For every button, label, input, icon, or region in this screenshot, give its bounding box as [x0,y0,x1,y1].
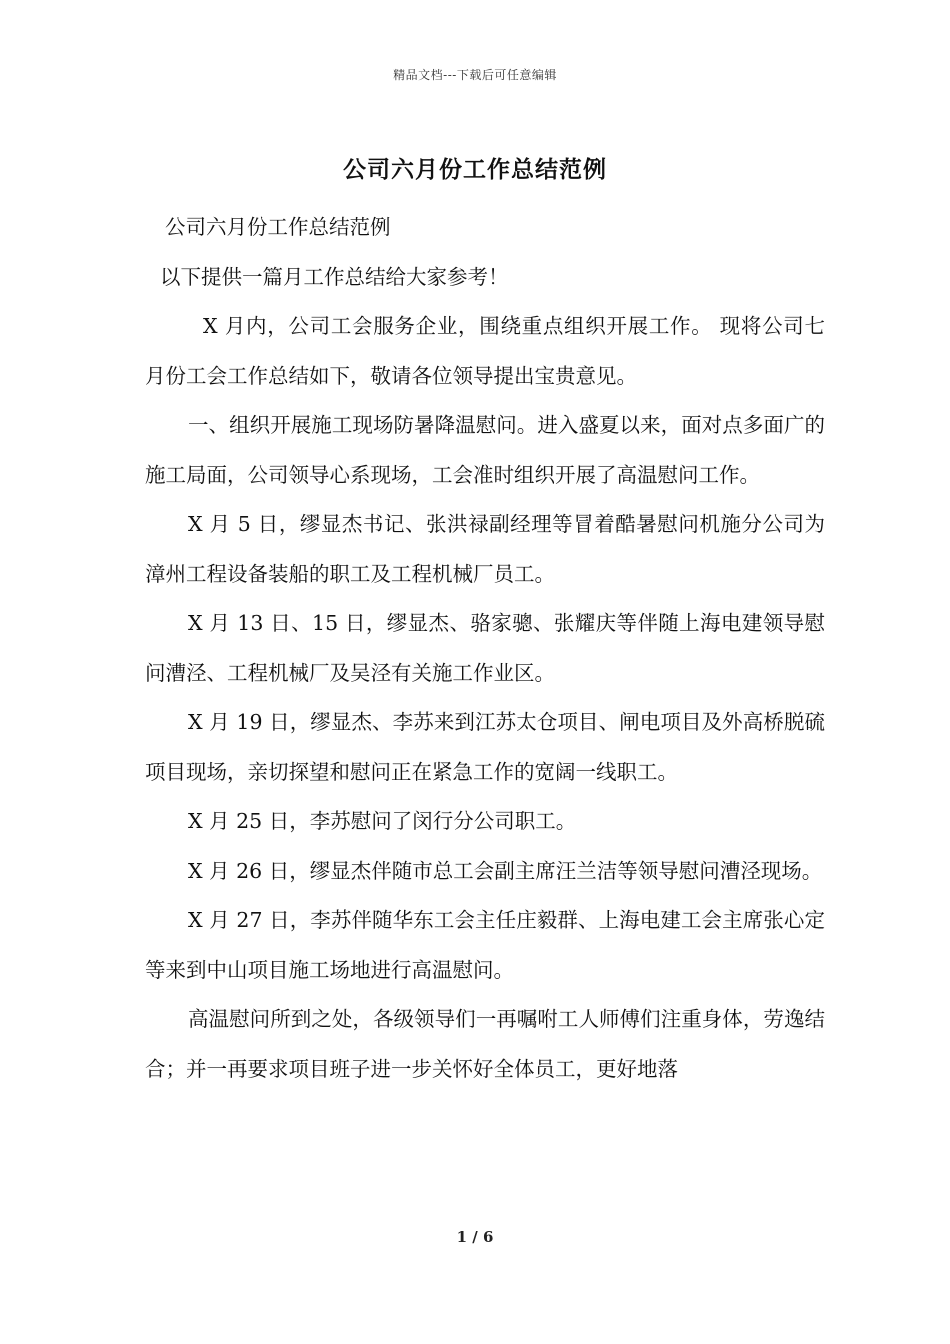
subtitle-paragraph: 公司六月份工作总结范例 [165,215,391,239]
document-title: 公司六月份工作总结范例 [343,156,607,183]
document-body [145,203,825,1094]
body-paragraph: X 月 27 日，李苏伴随华东工会主任庄毅群、上海电建工会主席张心定等来到中山项目施工场地进行高温慰问。 [145,908,825,982]
body-paragraph: X 月 5 日，缪显杰书记、张洪禄副经理等冒着酷暑慰问机施分公司为漳州工程设备装船的职工及工程机械厂员工。 [145,512,825,586]
page-header: 精品文档---下载后可任意编辑 [393,68,557,82]
body-paragraph: X 月内，公司工会服务企业，围绕重点组织开展工作。 现将公司七月份工会工作总结如下，敬请各位领导提出宝贵意见。 [145,314,825,388]
body-paragraph: X 月 13 日、15 日，缪显杰、骆家骢、张耀庆等伴随上海电建领导慰问漕泾、工程机械厂及吴泾有关施工作业区。 [145,611,825,685]
section-heading-paragraph: 一、组织开展施工现场防暑降温慰问。进入盛夏以来，面对点多面广的施工局面，公司领导心系现场，工会准时组织开展了高温慰问工作。 [145,413,825,487]
body-paragraph: X 月 25 日，李苏慰问了闵行分公司职工。 [188,809,577,833]
body-paragraph: X 月 19 日，缪显杰、李苏来到江苏太仓项目、闸电项目及外高桥脱硫项目现场，亲切探望和慰问正在紧急工作的宽阔一线职工。 [145,710,825,784]
body-paragraph: X 月 26 日，缪显杰伴随市总工会副主席汪兰洁等领导慰问漕泾现场。 [188,858,823,883]
page-number: 1 / 6 [456,1228,494,1246]
body-paragraph: 高温慰问所到之处，各级领导们一再嘱咐工人师傅们注重身体，劳逸结合；并一再要求项目班子进一步关怀好全体员工，更好地落 [145,1007,825,1081]
intro-paragraph: 以下提供一篇月工作总结给大家参考！ [160,264,509,289]
